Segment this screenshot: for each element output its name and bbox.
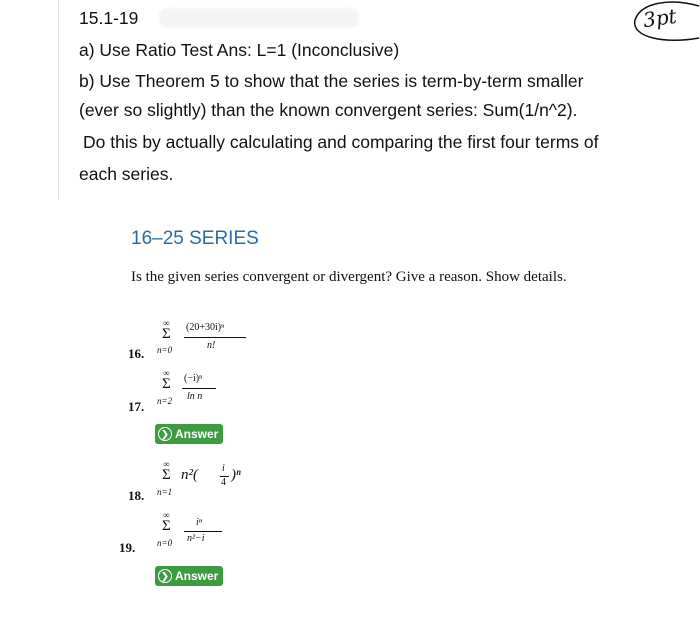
- term-denominator: n!: [207, 340, 216, 351]
- homework-note: [58, 0, 700, 200]
- instructions: Is the given series convergent or divergent? Give a reason. Show details.: [131, 269, 567, 285]
- fraction-bar: [182, 388, 216, 389]
- answer-button-17[interactable]: [155, 424, 223, 444]
- note-line-b2: (ever so slightly) than the known convergent series: Sum(1/n^2).: [79, 100, 578, 120]
- sigma-symbol: Σ: [162, 376, 171, 392]
- note-line-b3: Do this by actually calculating and comparing the first four terms of: [83, 132, 599, 152]
- term-numerator: (20+30i)ⁿ: [186, 322, 225, 333]
- problem-number: 19.: [119, 540, 136, 555]
- stamp-text: 3pt: [641, 3, 679, 33]
- term-numerator: iⁿ: [196, 517, 202, 528]
- sigma-symbol: Σ: [162, 467, 171, 483]
- term-tail: )ⁿ: [231, 467, 241, 483]
- points-stamp: [611, 0, 700, 50]
- problem-number: 17.: [128, 399, 145, 414]
- answer-button-19[interactable]: [155, 566, 223, 586]
- term-numerator: (−i)ⁿ: [184, 373, 203, 384]
- sigma-symbol: Σ: [162, 326, 171, 342]
- fraction-bar: [184, 531, 222, 532]
- fraction-bar: [184, 337, 246, 338]
- sum-lower-limit: n=0: [157, 538, 173, 548]
- sum-lower-limit: n=1: [157, 487, 173, 497]
- term-denominator: n²−i: [187, 533, 205, 544]
- answer-label: Answer: [175, 569, 219, 583]
- chevron-right-icon: ❯: [158, 427, 172, 441]
- problem-number: 18.: [128, 488, 145, 503]
- sum-lower-limit: n=0: [157, 345, 173, 355]
- note-line-b1: b) Use Theorem 5 to show that the series is term-by-term smaller: [79, 71, 584, 91]
- sum-upper-limit: ∞: [163, 510, 170, 520]
- sum-lower-limit: n=2: [157, 396, 173, 406]
- problem-number: 16.: [128, 346, 145, 361]
- note-line-b4: each series.: [79, 164, 174, 184]
- sigma-symbol: Σ: [162, 518, 171, 534]
- chevron-right-icon: ❯: [158, 569, 172, 583]
- sum-upper-limit: ∞: [163, 318, 170, 328]
- section-title: 16–25 SERIES: [131, 228, 259, 249]
- inner-fraction-denominator: 4: [221, 477, 226, 488]
- term-body: n²(: [181, 467, 198, 483]
- inner-fraction-numerator: i: [222, 463, 225, 474]
- note-title: 15.1-19: [79, 8, 139, 28]
- sum-upper-limit: ∞: [163, 459, 170, 469]
- term-denominator: ln n: [187, 391, 203, 402]
- redacted-area: [159, 8, 359, 28]
- sum-upper-limit: ∞: [163, 368, 170, 378]
- note-line-a: a) Use Ratio Test Ans: L=1 (Inconclusive): [79, 40, 400, 60]
- answer-label: Answer: [175, 427, 219, 441]
